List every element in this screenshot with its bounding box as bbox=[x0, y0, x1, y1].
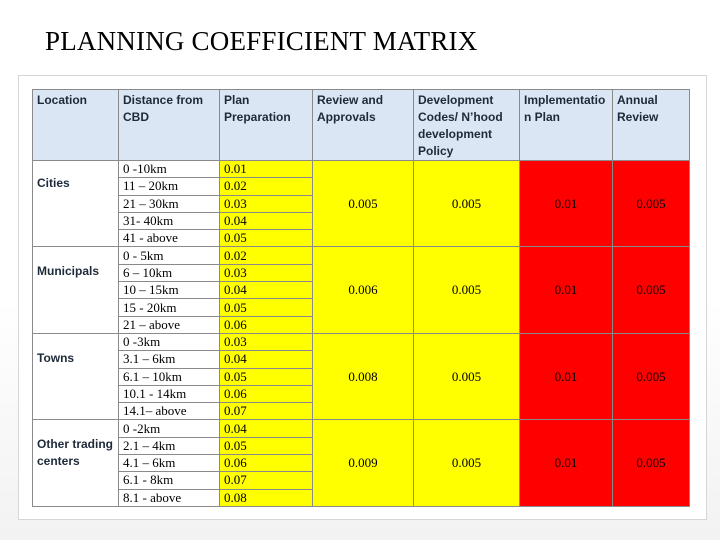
annual-review-cell: 0.005 bbox=[613, 333, 690, 419]
plan-coefficient-cell: 0.05 bbox=[220, 299, 313, 316]
distance-cell: 14.1– above bbox=[119, 403, 220, 420]
header-development-codes: Development Codes/ N’hood development Policy bbox=[414, 90, 520, 161]
plan-coefficient-cell: 0.04 bbox=[220, 282, 313, 299]
distance-cell: 4.1 – 6km bbox=[119, 455, 220, 472]
implementation-plan-cell: 0.01 bbox=[520, 247, 613, 333]
development-codes-cell: 0.005 bbox=[414, 333, 520, 419]
plan-coefficient-cell: 0.06 bbox=[220, 316, 313, 333]
distance-cell: 10 – 15km bbox=[119, 282, 220, 299]
header-implementation-plan: Implementation Plan bbox=[520, 90, 613, 161]
distance-cell: 0 -2km bbox=[119, 420, 220, 437]
distance-cell: 0 - 5km bbox=[119, 247, 220, 264]
plan-coefficient-cell: 0.03 bbox=[220, 333, 313, 350]
table-row bbox=[33, 161, 690, 178]
distance-cell: 3.1 – 6km bbox=[119, 351, 220, 368]
header-distance: Distance from CBD bbox=[119, 90, 220, 161]
plan-coefficient-cell: 0.06 bbox=[220, 385, 313, 402]
plan-coefficient-cell: 0.05 bbox=[220, 368, 313, 385]
distance-cell: 6.1 – 10km bbox=[119, 368, 220, 385]
implementation-plan-cell: 0.01 bbox=[520, 161, 613, 247]
header-plan-preparation: Plan Preparation bbox=[220, 90, 313, 161]
plan-coefficient-cell: 0.07 bbox=[220, 472, 313, 489]
plan-coefficient-cell: 0.05 bbox=[220, 437, 313, 454]
distance-cell: 10.1 - 14km bbox=[119, 385, 220, 402]
review-approvals-cell: 0.008 bbox=[313, 333, 414, 419]
distance-cell: 6.1 - 8km bbox=[119, 472, 220, 489]
plan-coefficient-cell: 0.04 bbox=[220, 212, 313, 229]
location-cell: Other trading centers bbox=[33, 420, 119, 506]
header-annual-review: Annual Review bbox=[613, 90, 690, 161]
annual-review-cell: 0.005 bbox=[613, 247, 690, 333]
plan-coefficient-cell: 0.06 bbox=[220, 455, 313, 472]
header-row bbox=[33, 90, 690, 161]
table-body bbox=[33, 161, 690, 507]
plan-coefficient-cell: 0.02 bbox=[220, 178, 313, 195]
plan-coefficient-cell: 0.08 bbox=[220, 489, 313, 506]
plan-coefficient-cell: 0.01 bbox=[220, 161, 313, 178]
plan-coefficient-cell: 0.03 bbox=[220, 264, 313, 281]
distance-cell: 31- 40km bbox=[119, 212, 220, 229]
distance-cell: 2.1 – 4km bbox=[119, 437, 220, 454]
annual-review-cell: 0.005 bbox=[613, 420, 690, 506]
review-approvals-cell: 0.006 bbox=[313, 247, 414, 333]
review-approvals-cell: 0.009 bbox=[313, 420, 414, 506]
planning-coefficient-table bbox=[32, 89, 690, 507]
plan-coefficient-cell: 0.05 bbox=[220, 230, 313, 247]
distance-cell: 0 -3km bbox=[119, 333, 220, 350]
plan-coefficient-cell: 0.07 bbox=[220, 403, 313, 420]
table-row bbox=[33, 420, 690, 437]
implementation-plan-cell: 0.01 bbox=[520, 333, 613, 419]
table-row bbox=[33, 333, 690, 350]
distance-cell: 21 – above bbox=[119, 316, 220, 333]
location-cell: Cities bbox=[33, 161, 119, 247]
table-row bbox=[33, 247, 690, 264]
header-location: Location bbox=[33, 90, 119, 161]
plan-coefficient-cell: 0.03 bbox=[220, 195, 313, 212]
implementation-plan-cell: 0.01 bbox=[520, 420, 613, 506]
development-codes-cell: 0.005 bbox=[414, 420, 520, 506]
distance-cell: 15 - 20km bbox=[119, 299, 220, 316]
plan-coefficient-cell: 0.04 bbox=[220, 420, 313, 437]
header-review-approvals: Review and Approvals bbox=[313, 90, 414, 161]
distance-cell: 21 – 30km bbox=[119, 195, 220, 212]
location-cell: Municipals bbox=[33, 247, 119, 333]
plan-coefficient-cell: 0.04 bbox=[220, 351, 313, 368]
distance-cell: 41 - above bbox=[119, 230, 220, 247]
location-cell: Towns bbox=[33, 333, 119, 419]
development-codes-cell: 0.005 bbox=[414, 161, 520, 247]
annual-review-cell: 0.005 bbox=[613, 161, 690, 247]
distance-cell: 6 – 10km bbox=[119, 264, 220, 281]
development-codes-cell: 0.005 bbox=[414, 247, 520, 333]
distance-cell: 11 – 20km bbox=[119, 178, 220, 195]
plan-coefficient-cell: 0.02 bbox=[220, 247, 313, 264]
slide-title: PLANNING COEFFICIENT MATRIX bbox=[45, 26, 478, 56]
review-approvals-cell: 0.005 bbox=[313, 161, 414, 247]
distance-cell: 0 -10km bbox=[119, 161, 220, 178]
distance-cell: 8.1 - above bbox=[119, 489, 220, 506]
